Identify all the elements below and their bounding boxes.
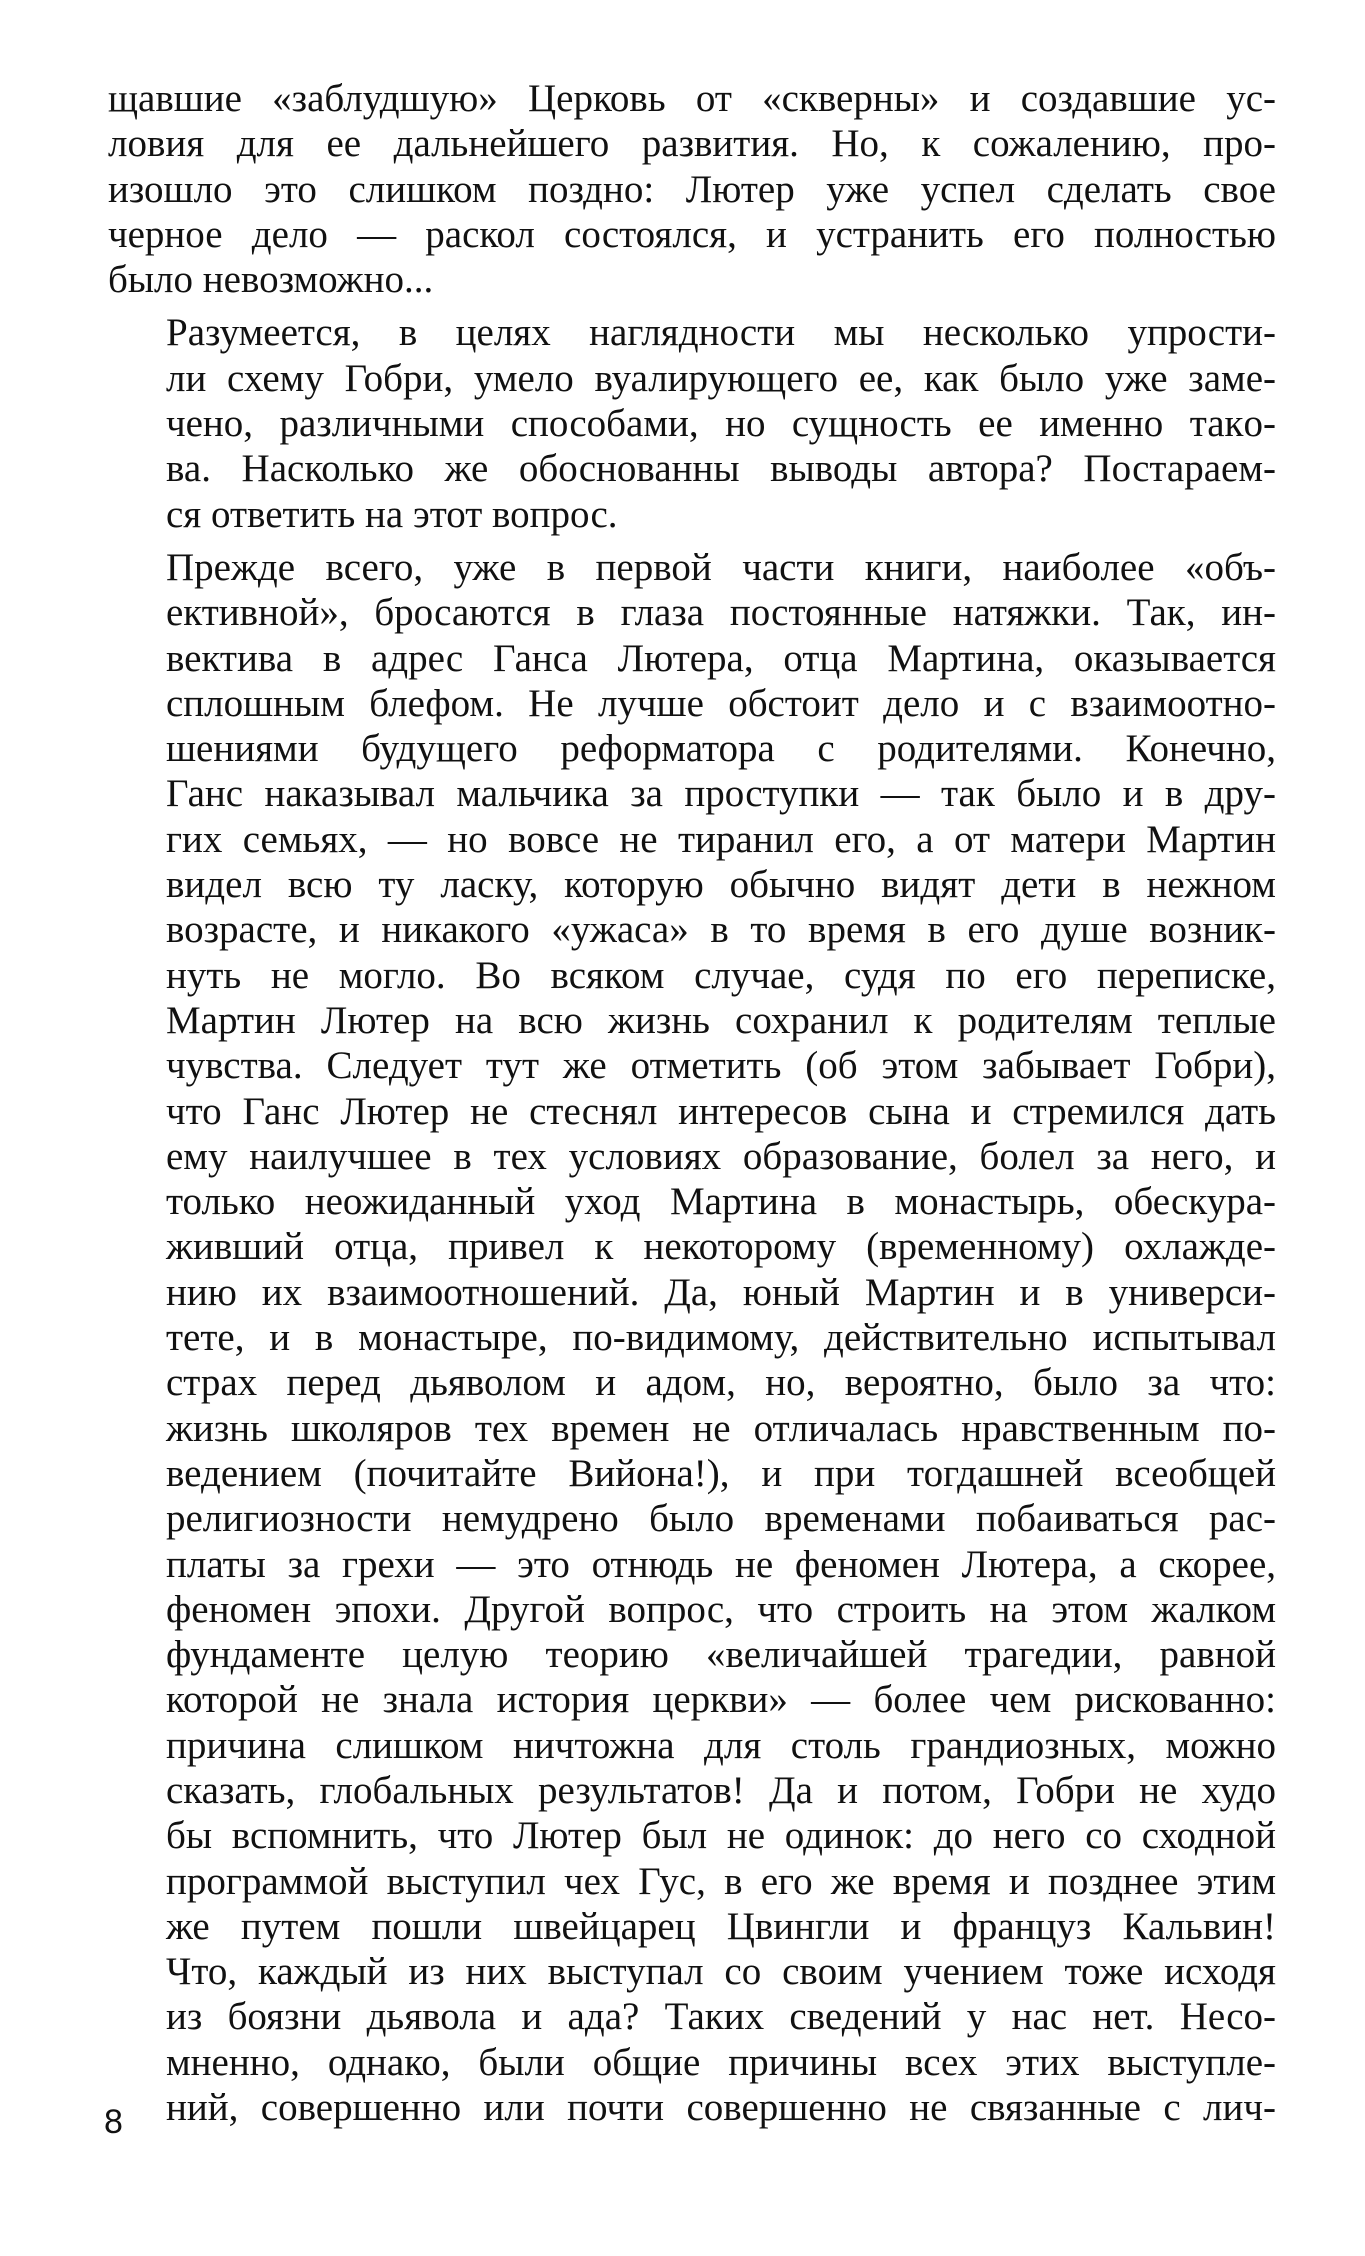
text-line: возрасте, и никакого «ужаса» в то время в его душе возник- bbox=[166, 908, 1276, 952]
text-line: Разумеется, в целях наглядности мы несколько упрости- bbox=[166, 311, 1276, 355]
text-line: было невозможно... bbox=[108, 258, 434, 302]
body-text bbox=[108, 76, 1276, 2138]
text-line: ся ответить на этот вопрос. bbox=[166, 492, 618, 536]
text-line: ективной», бросаются в глаза постоянные натяжки. Так, ин- bbox=[166, 591, 1276, 635]
text-line: изошло это слишком поздно: Лютер уже успел сделать свое bbox=[108, 167, 1276, 211]
text-line: страх перед дьяволом и адом, но, вероятно, было за что: bbox=[166, 1361, 1276, 1405]
text-line: ли схему Гобри, умело вуалирующего ее, как было уже заме- bbox=[166, 356, 1276, 400]
text-line: ний, совершенно или почти совершенно не связанные с лич- bbox=[166, 2086, 1276, 2130]
paragraph bbox=[108, 545, 1276, 2130]
text-line: шениями будущего реформатора с родителями. Конечно, bbox=[166, 727, 1276, 771]
paragraph bbox=[108, 76, 1276, 302]
text-line: жизнь школяров тех времен не отличалась нравственным по- bbox=[166, 1406, 1276, 1450]
text-line: чено, различными способами, но сущность ее именно такo- bbox=[166, 402, 1276, 446]
text-line: же путем пошли швейцарец Цвингли и француз Кальвин! bbox=[166, 1904, 1276, 1948]
text-line: Что, каждый из них выступал со своим учением тоже исходя bbox=[166, 1950, 1276, 1994]
text-line: бы вспомнить, что Лютер был не одинок: до него со сходной bbox=[166, 1814, 1276, 1858]
text-line: ведением (почитайте Вийона!), и при тогдашней всеобщей bbox=[166, 1451, 1276, 1495]
text-line: из боязни дьявола и ада? Таких сведений у нас нет. Несо- bbox=[166, 1995, 1276, 2039]
text-line: нию их взаимоотношений. Да, юный Мартин и в универси- bbox=[166, 1270, 1276, 1314]
text-line: Ганс наказывал мальчика за проступки — так было и в дру- bbox=[166, 772, 1276, 816]
text-line: живший отца, привел к некоторому (временному) охлажде- bbox=[166, 1225, 1276, 1269]
text-line: мненно, однако, были общие причины всех этих выступле- bbox=[166, 2040, 1276, 2084]
text-line: гих семьях, — но вовсе не тиранил его, а от матери Мартин bbox=[166, 817, 1276, 861]
text-line: черное дело — раскол состоялся, и устранить его полностью bbox=[108, 212, 1276, 256]
text-line: ловия для ее дальнейшего развития. Но, к сожалению, про- bbox=[108, 122, 1276, 166]
text-line: тете, и в монастыре, по-видимому, действительно испытывал bbox=[166, 1316, 1276, 1360]
text-line: феномен эпохи. Другой вопрос, что строить на этом жалком bbox=[166, 1587, 1276, 1631]
text-line: вектива в адрес Ганса Лютера, отца Мартина, оказывается bbox=[166, 636, 1276, 680]
text-line: религиозности немудрено было временами побаиваться рас- bbox=[166, 1497, 1276, 1541]
text-line: сказать, глобальных результатов! Да и потом, Гобри не худо bbox=[166, 1768, 1276, 1812]
text-line: нуть не могло. Во всяком случае, судя по его переписке, bbox=[166, 953, 1276, 997]
text-line: щавшие «заблудшую» Церковь от «скверны» и создавшие ус- bbox=[108, 77, 1276, 120]
text-line: сплошным блефом. Не лучше обстоит дело и с взаимоотно- bbox=[166, 681, 1276, 725]
text-line: ему наилучшее в тех условиях образование, болел за него, и bbox=[166, 1134, 1276, 1178]
text-line: причина слишком ничтожна для столь грандиозных, можно bbox=[166, 1723, 1276, 1767]
page-number: 8 bbox=[104, 2103, 123, 2141]
text-line: чувства. Следует тут же отметить (об этом забывает Гобри), bbox=[166, 1044, 1276, 1088]
text-line: только неожиданный уход Мартина в монастырь, обескура- bbox=[166, 1180, 1276, 1224]
text-line: Прежде всего, уже в первой части книги, наиболее «объ- bbox=[166, 545, 1276, 589]
text-line: что Ганс Лютер не стеснял интересов сына и стремился дать bbox=[166, 1089, 1276, 1133]
text-line: платы за грехи — это отнюдь не феномен Лютера, а скорее, bbox=[166, 1542, 1276, 1586]
text-line: ва. Насколько же обоснованны выводы автора? Постараем- bbox=[166, 447, 1276, 491]
text-line: программой выступил чех Гус, в его же время и позднее этим bbox=[166, 1859, 1276, 1903]
paragraph bbox=[108, 310, 1276, 536]
text-line: Мартин Лютер на всю жизнь сохранил к родителям теплые bbox=[166, 998, 1276, 1042]
text-line: фундаменте целую теорию «величайшей трагедии, равной bbox=[166, 1633, 1276, 1677]
text-line: видел всю ту ласку, которую обычно видят дети в нежном bbox=[166, 863, 1276, 907]
text-line: которой не знала история церкви» — более чем рискованно: bbox=[166, 1678, 1276, 1722]
